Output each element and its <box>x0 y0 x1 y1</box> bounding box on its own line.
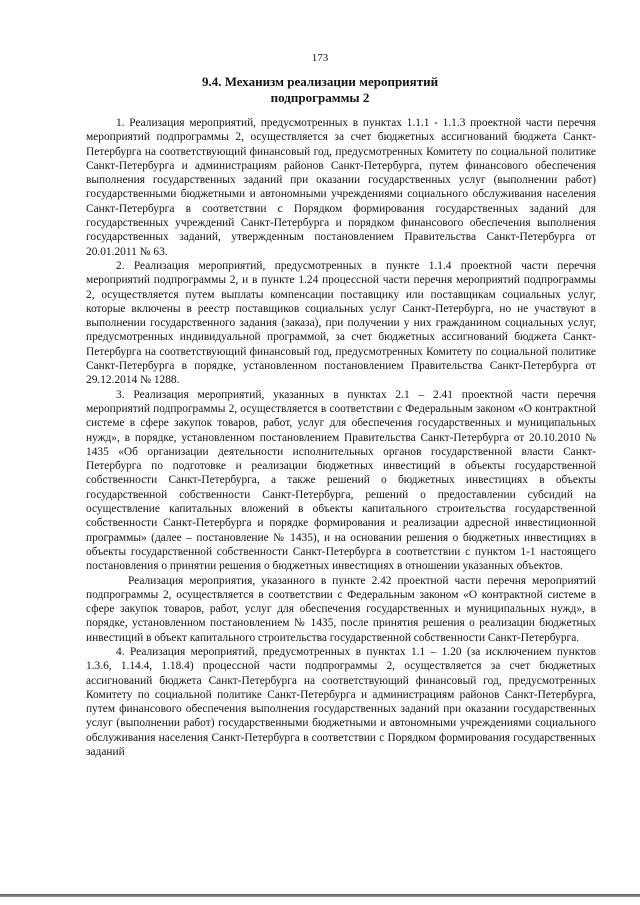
paragraph-3-continued: Реализация мероприятия, указанного в пункте 2.42 проектной части перечня мероприятий подпрограммы 2, осуществляется в соответствии с Федеральным законом «О контрактной системе в сфере закупок товаров, работ, услуг для обеспечения государственных и муниципальных нужд», в порядке, установленном постановлением № 1435, после принятия решения о реализации бюджетных инвестиций в объект капитального строительства государственной собственности Санкт-Петербурга. <box>86 574 596 644</box>
document-body <box>86 116 596 759</box>
heading-line-1: 9.4. Механизм реализации мероприятий <box>201 74 439 89</box>
paragraph-1: 1. Реализация мероприятий, предусмотренных в пунктах 1.1.1 - 1.1.3 проектной части перечня мероприятий подпрограммы 2, осуществляется за счет бюджетных ассигнований бюджета Санкт-Петербурга на соответствующий финансовый год, предусмотренных Комитету по социальной политике Санкт-Петербурга и администрациям районов Санкт-Петербурга, путем финансового обеспечения выполнения государственных заданий при оказании государственных услуг (выполнении работ) государственными бюджетными и автономными учреждениями социального обслуживания населения Санкт-Петербурга в соответствии с Порядком формирования государственных заданий для государственных учреждений Санкт-Петербурга и порядком финансового обеспечения выполнения государственных заданий, утвержденным постановлением Правительства Санкт-Петербурга от 20.01.2011 № 63. <box>86 117 596 258</box>
heading-line-2: подпрограммы 2 <box>270 90 370 105</box>
page-number: 173 <box>311 52 329 64</box>
paragraph-4: 4. Реализация мероприятий, предусмотренных в пунктах 1.1 – 1.20 (за исключением пунктов 1.3.6, 1.14.4, 1.18.4) процессной части подпрограммы 2, осуществляется за счет бюджетных ассигнований бюджета Санкт-Петербурга на соответствующий финансовый год, предусмотренных Комитету по социальной политике Санкт-Петербурга и администрациям районов Санкт-Петербурга, путем финансового обеспечения выполнения государственных заданий при оказании государственных услуг (выполнении работ) государственными бюджетными и автономными учреждениями социального обслуживания населения Санкт-Петербурга в соответствии с Порядком формирования государственных заданий <box>86 645 596 759</box>
section-heading <box>80 74 560 106</box>
paragraph-3: 3. Реализация мероприятий, указанных в пунктах 2.1 – 2.41 проектной части перечня мероприятий подпрограммы 2, осуществляется в соответствии с Федеральным законом «О контрактной системе в сфере закупок товаров, работ, услуг для обеспечения государственных и муниципальных нужд», в порядке, установленном постановлением Правительства Санкт-Петербурга от 20.10.2010 № 1435 «Об организации деятельности исполнительных органов государственной власти Санкт-Петербурга по подготовке и реализации бюджетных инвестиций в объекты государственной собственности Санкт-Петербурга, а также решений о бюджетных инвестициях в объекты государственной собственности Санкт-Петербурга, решений о предоставлении субсидий на осуществление капитальных вложений в объекты капитального строительства государственной собственности Санкт-Петербурга и порядке формирования и реализации адресной инвестиционной программы» (далее – постановление № 1435), и на основании решения о бюджетных инвестициях в объекты государственной собственности Санкт-Петербурга в соответствии с пунктом 1-1 настоящего постановления о принятии решения о бюджетных инвестициях в отношении указанных объектов. <box>86 388 596 573</box>
paragraph-2: 2. Реализация мероприятий, предусмотренных в пункте 1.1.4 проектной части перечня мероприятий подпрограммы 2, и в пункте 1.24 процессной части перечня мероприятий подпрограммы 2, осуществляется путем выплаты компенсации поставщику или поставщикам социальных услуг, которые включены в реестр поставщиков социальных услуг Санкт-Петербурга, но не участвуют в выполнении государственного задания (заказа), при получении у них гражданином социальных услуг, предусмотренных индивидуальной программой, за счет бюджетных ассигнований бюджета Санкт-Петербурга на соответствующий финансовый год, предусмотренных Комитету по социальной политике Санкт-Петербурга в порядке, установленном постановлением Правительства Санкт-Петербурга от 29.12.2014 № 1288. <box>86 259 596 387</box>
scan-edge-line <box>0 894 640 897</box>
